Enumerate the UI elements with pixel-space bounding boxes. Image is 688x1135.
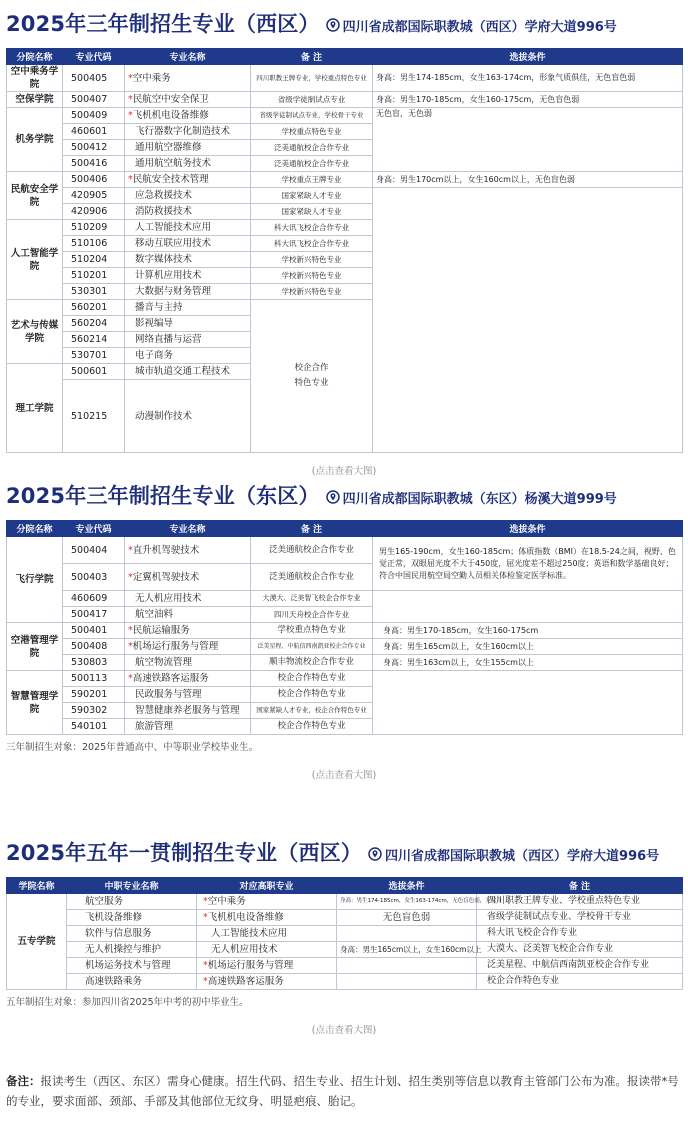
college-cell: 理工学院 <box>7 364 63 453</box>
condition-cell <box>373 188 683 453</box>
note-cell: 泛美通航校企合作专业 <box>251 537 373 564</box>
table-row <box>7 942 683 958</box>
name-cell: 航空物流管理 <box>125 655 251 671</box>
note-cell: 泛美通航校企合作专业 <box>251 156 373 172</box>
code-cell: 540101 <box>63 719 125 735</box>
high-major-cell <box>197 958 337 974</box>
name-cell: 网络直播与运营 <box>125 332 251 348</box>
condition-cell <box>373 591 683 623</box>
high-major-name: 高速铁路客运服务 <box>207 976 284 987</box>
table-row <box>7 92 683 108</box>
name-cell: 动漫制作技术 <box>125 380 251 453</box>
note-cell: 国家紧缺人才专业 <box>251 188 373 204</box>
code-cell: 500403 <box>63 564 125 591</box>
location-pin-icon <box>326 18 340 32</box>
footnote-text: 报读考生（西区、东区）需身心健康。招生代码、招生专业、招生计划、招生类别等信息以教育主管部门公布为准。报读带*号的专业，要求面部、颈部、手部及其他部位无纹身、明显疤痕、胎记。 <box>6 1074 679 1108</box>
name-cell: 影视编导 <box>125 316 251 332</box>
note-cell: 四川职教王牌专业、学校重点特色专业 <box>477 894 683 910</box>
name-cell <box>125 639 251 655</box>
star-mark: * <box>203 896 208 907</box>
note-cell: 泛美星程、中航信西南凯亚校企合作专业 <box>477 958 683 974</box>
five-year-table <box>6 877 683 990</box>
condition-cell: 身高：男生170-185cm，女生160-175cm <box>373 623 683 639</box>
section-east-three-year <box>6 480 682 781</box>
code-cell: 530803 <box>63 655 125 671</box>
code-cell: 500404 <box>63 537 125 564</box>
code-cell: 510201 <box>63 268 125 284</box>
enrollment-target: 三年制招生对象：2025年普通高中、中等职业学校毕业生。 <box>6 742 259 753</box>
address: 四川省成都国际职教城（东区）杨溪大道999号 <box>342 492 617 507</box>
high-major-cell: 无人机应用技术 <box>197 942 337 958</box>
note-cell: 泛美通航校企合作专业 <box>251 140 373 156</box>
table-row <box>7 926 683 942</box>
note-cell: 学校重点王牌专业 <box>251 172 373 188</box>
major-name: 空中乘务 <box>132 72 171 84</box>
high-major-cell: 人工智能技术应用 <box>197 926 337 942</box>
mid-major-cell: 航空服务 <box>67 894 197 910</box>
major-name: 定翼机驾驶技术 <box>132 571 200 583</box>
college-cell: 空中乘务学院 <box>7 65 63 92</box>
table-header <box>7 878 683 894</box>
star-mark: * <box>128 94 133 105</box>
star-mark: * <box>128 641 133 652</box>
table-row <box>7 639 683 655</box>
name-cell: 播音与主持 <box>125 300 251 316</box>
code-cell: 500409 <box>63 108 125 124</box>
name-cell <box>125 623 251 639</box>
condition-cell: 身高：男生170-185cm，女生160-175cm，无色盲色弱 <box>373 92 683 108</box>
name-cell: 智慧健康养老服务与管理 <box>125 703 251 719</box>
name-cell <box>125 65 251 92</box>
code-cell: 420905 <box>63 188 125 204</box>
star-mark: * <box>128 110 133 121</box>
college-cell: 空保学院 <box>7 92 63 108</box>
note-cell: 科大讯飞校企合作专业 <box>251 236 373 252</box>
table-row <box>7 655 683 671</box>
star-mark: * <box>203 976 208 987</box>
condition-cell: 身高：男生163cm以上，女生155cm以上 <box>373 655 683 671</box>
condition-cell: 身高：男生174-185cm，女生163-174cm，形象气质俱佳，无色盲色弱 <box>373 65 683 92</box>
name-cell: 航空油料 <box>125 607 251 623</box>
note-cell: 泛美通航校企合作专业 <box>251 564 373 591</box>
view-large-image-link[interactable]: (点击查看大图) <box>311 466 377 477</box>
high-major-cell <box>197 894 337 910</box>
mid-major-cell: 飞机设备维修 <box>67 910 197 926</box>
code-cell: 420906 <box>63 204 125 220</box>
merged-note-line1: 校企合作 <box>294 363 329 373</box>
footnote-label: 备注： <box>6 1074 41 1088</box>
section-title: 2025年五年一贯制招生专业（西区） <box>6 841 363 865</box>
header-note: 备 注 <box>251 49 373 65</box>
name-cell <box>125 172 251 188</box>
table-row <box>7 910 683 926</box>
name-cell: 消防救援技术 <box>125 204 251 220</box>
code-cell: 560214 <box>63 332 125 348</box>
condition-cell: 身高：男生170cm以上，女生160cm以上，无色盲色弱 <box>373 172 683 188</box>
major-name: 民航运输服务 <box>132 625 190 636</box>
note-cell: 省级学徒制试点专业 <box>251 92 373 108</box>
table-header <box>7 49 683 65</box>
header-note: 备 注 <box>477 878 683 894</box>
code-cell: 500601 <box>63 364 125 380</box>
name-cell: 应急救援技术 <box>125 188 251 204</box>
code-cell: 590302 <box>63 703 125 719</box>
header-note: 备 注 <box>251 521 373 537</box>
note-cell: 国家紧缺人才专业，校企合作特色专业 <box>251 703 373 719</box>
name-cell <box>125 92 251 108</box>
header-name: 专业名称 <box>125 521 251 537</box>
code-cell: 560204 <box>63 316 125 332</box>
table-row <box>7 974 683 990</box>
major-name: 飞机机电设备维修 <box>132 110 209 121</box>
name-cell: 旅游管理 <box>125 719 251 735</box>
note-cell: 学校重点特色专业 <box>251 623 373 639</box>
flight-condition-cell: 男生165-190cm，女生160-185cm；体质指数（BMI）在18.5-24之间，视野、色觉正常，双眼屈光度不大于450度，屈光度差不超过250度；英语和数学基础良好；符合中国民用航空局空勤人员相关体检鉴定医学标准。 <box>373 537 683 591</box>
section-west-three-year <box>6 8 682 477</box>
name-cell: 人工智能技术应用 <box>125 220 251 236</box>
view-large-image-link[interactable]: (点击查看大图) <box>311 770 377 781</box>
header-high-major: 对应高职专业 <box>197 878 337 894</box>
footnote <box>6 1071 682 1111</box>
condition-cell: 身高：男生165cm以上，女生160cm以上 <box>337 942 477 958</box>
section-title-row <box>6 837 682 867</box>
name-cell <box>125 671 251 687</box>
address: 四川省成都国际职教城（西区）学府大道996号 <box>385 849 660 864</box>
note-cell: 学校新兴特色专业 <box>251 252 373 268</box>
table-row <box>7 65 683 92</box>
major-table <box>6 520 683 735</box>
code-cell: 460609 <box>63 591 125 607</box>
table-row <box>7 108 683 124</box>
code-cell: 590201 <box>63 687 125 703</box>
star-mark: * <box>128 625 133 636</box>
high-major-cell <box>197 910 337 926</box>
code-cell: 500407 <box>63 92 125 108</box>
star-mark: * <box>128 174 133 185</box>
code-cell: 530701 <box>63 348 125 364</box>
section-west-five-year <box>6 837 682 1036</box>
note-cell: 大漠大、泛美智飞校企合作专业 <box>477 942 683 958</box>
table-row <box>7 172 683 188</box>
name-cell: 民政服务与管理 <box>125 687 251 703</box>
star-mark: * <box>128 673 133 684</box>
name-cell: 城市轨道交通工程技术 <box>125 364 251 380</box>
header-name: 专业名称 <box>125 49 251 65</box>
condition-cell <box>373 671 683 735</box>
mid-major-cell: 无人机操控与维护 <box>67 942 197 958</box>
college-cell: 空港管理学院 <box>7 623 63 671</box>
note-cell: 科大讯飞校企合作专业 <box>251 220 373 236</box>
note-cell: 泛美星程、中航信西南凯亚校企合作专业 <box>251 639 373 655</box>
note-cell: 四川职教王牌专业，学校重点特色专业 <box>251 65 373 92</box>
view-large-image-link[interactable]: (点击查看大图) <box>311 1025 377 1036</box>
name-cell: 通用航空航务技术 <box>125 156 251 172</box>
section-title-row <box>6 480 682 510</box>
note-cell: 大漠大、泛美智飞校企合作专业 <box>251 591 373 607</box>
star-mark: * <box>203 960 208 971</box>
major-name: 直升机驾驶技术 <box>132 544 200 556</box>
header-code: 专业代码 <box>63 521 125 537</box>
header-mid-major: 中职专业名称 <box>67 878 197 894</box>
note-cell: 科大讯飞校企合作专业 <box>477 926 683 942</box>
code-cell: 560201 <box>63 300 125 316</box>
condition-cell <box>337 926 477 942</box>
code-cell: 510209 <box>63 220 125 236</box>
table-row <box>7 591 683 607</box>
code-cell: 500113 <box>63 671 125 687</box>
major-name: 机场运行服务与管理 <box>132 641 219 652</box>
mid-major-cell: 软件与信息服务 <box>67 926 197 942</box>
college-cell: 艺术与传媒学院 <box>7 300 63 364</box>
mid-major-cell: 高速铁路乘务 <box>67 974 197 990</box>
star-mark: * <box>128 544 133 556</box>
mid-major-cell: 机场运务技术与管理 <box>67 958 197 974</box>
note-cell: 校企合作特色专业 <box>251 719 373 735</box>
high-major-name: 飞机机电设备维修 <box>207 912 284 923</box>
code-cell: 460601 <box>63 124 125 140</box>
note-cell: 校企合作特色专业 <box>251 671 373 687</box>
location-pin-icon <box>326 490 340 504</box>
code-cell: 500417 <box>63 607 125 623</box>
table-row <box>7 671 683 687</box>
name-cell <box>125 108 251 124</box>
code-cell: 510204 <box>63 252 125 268</box>
college-cell: 五专学院 <box>7 894 67 990</box>
name-cell: 电子商务 <box>125 348 251 364</box>
note-cell: 学校重点特色专业 <box>251 124 373 140</box>
enrollment-target: 五年制招生对象：参加四川省2025年中考的初中毕业生。 <box>6 997 249 1008</box>
table-header <box>7 521 683 537</box>
note-cell: 学校新兴特色专业 <box>251 284 373 300</box>
merged-note-line2: 特色专业 <box>294 378 329 388</box>
high-major-name: 机场运行服务与管理 <box>207 960 294 971</box>
note-cell: 学校新兴特色专业 <box>251 268 373 284</box>
code-cell: 530301 <box>63 284 125 300</box>
name-cell <box>125 564 251 591</box>
high-major-name: 空中乘务 <box>207 896 246 907</box>
college-cell: 机务学院 <box>7 108 63 172</box>
college-cell: 飞行学院 <box>7 537 63 623</box>
star-mark: * <box>203 912 208 923</box>
table-row <box>7 894 683 910</box>
condition-cell: 无色盲，无色弱 <box>373 108 683 172</box>
note-cell: 校企合作特色专业 <box>251 687 373 703</box>
name-cell: 无人机应用技术 <box>125 591 251 607</box>
merged-note-cell <box>251 300 373 453</box>
name-cell: 移动互联应用技术 <box>125 236 251 252</box>
condition-cell: 身高：男生165cm以上，女生160cm以上 <box>373 639 683 655</box>
name-cell: 数字媒体技术 <box>125 252 251 268</box>
code-cell: 510106 <box>63 236 125 252</box>
condition-cell <box>337 958 477 974</box>
code-cell: 500406 <box>63 172 125 188</box>
table-row <box>7 623 683 639</box>
note-cell: 国家紧缺人才专业 <box>251 204 373 220</box>
star-mark: * <box>128 571 133 583</box>
high-major-cell <box>197 974 337 990</box>
major-name: 民航空中安全保卫 <box>132 94 209 105</box>
header-college: 学院名称 <box>7 878 67 894</box>
code-cell: 500405 <box>63 65 125 92</box>
table-row <box>7 188 683 204</box>
star-mark: * <box>128 72 133 84</box>
header-code: 专业代码 <box>63 49 125 65</box>
header-college: 分院名称 <box>7 521 63 537</box>
note-cell: 校企合作特色专业 <box>477 974 683 990</box>
code-cell: 500416 <box>63 156 125 172</box>
condition-cell: 无色盲色弱 <box>337 910 477 926</box>
name-cell: 通用航空器维修 <box>125 140 251 156</box>
header-condition: 选拔条件 <box>373 49 683 65</box>
college-cell: 民航安全学院 <box>7 172 63 220</box>
header-college: 分院名称 <box>7 49 63 65</box>
condition-cell <box>337 974 477 990</box>
location-pin-icon <box>368 847 382 861</box>
name-cell: 计算机应用技术 <box>125 268 251 284</box>
name-cell: 飞行器数字化制造技术 <box>125 124 251 140</box>
college-cell: 人工智能学院 <box>7 220 63 300</box>
note-cell: 省级学徒制试点专业、学校骨干专业 <box>477 910 683 926</box>
table-row <box>7 958 683 974</box>
code-cell: 510215 <box>63 380 125 453</box>
note-cell: 省级学徒制试点专业，学校骨干专业 <box>251 108 373 124</box>
section-title: 2025年三年制招生专业（东区） <box>6 484 320 508</box>
note-cell: 顺丰物流校企合作专业 <box>251 655 373 671</box>
code-cell: 500408 <box>63 639 125 655</box>
college-cell: 智慧管理学院 <box>7 671 63 735</box>
header-condition: 选拔条件 <box>337 878 477 894</box>
major-table <box>6 48 683 453</box>
name-cell <box>125 537 251 564</box>
major-name: 民航安全技术管理 <box>132 174 209 185</box>
code-cell: 500401 <box>63 623 125 639</box>
condition-cell: 身高：男生174-185cm，女生163-174cm，无色盲色弱，无纹身 <box>337 894 477 910</box>
code-cell: 500412 <box>63 140 125 156</box>
note-cell: 四川天舟校企合作专业 <box>251 607 373 623</box>
name-cell: 大数据与财务管理 <box>125 284 251 300</box>
address: 四川省成都国际职教城（西区）学府大道996号 <box>342 20 617 35</box>
section-title: 2025年三年制招生专业（西区） <box>6 12 320 36</box>
table-row <box>7 537 683 564</box>
section-title-row <box>6 8 682 38</box>
header-condition: 选拔条件 <box>373 521 683 537</box>
major-name: 高速铁路客运服务 <box>132 673 209 684</box>
